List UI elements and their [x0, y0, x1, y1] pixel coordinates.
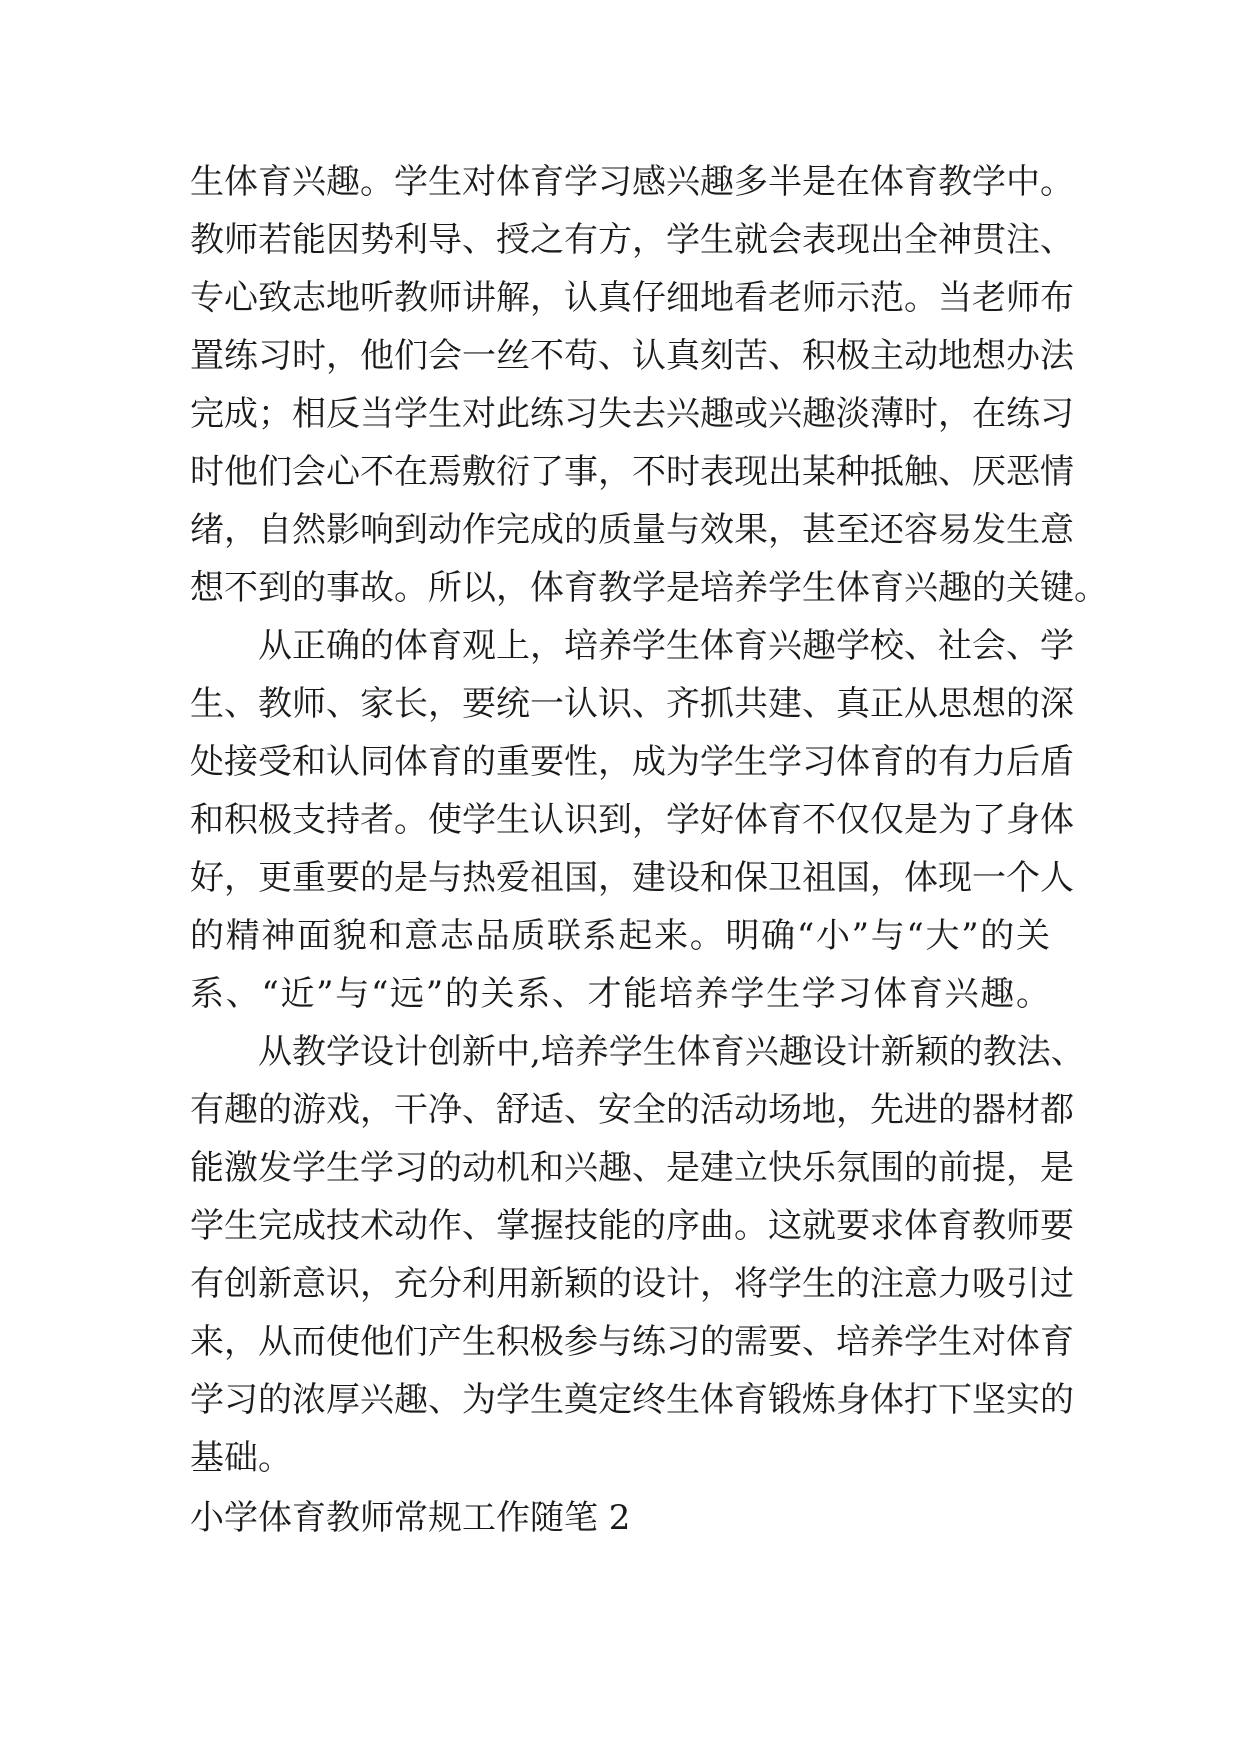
text-line: 学习的浓厚兴趣、为学生奠定终生体育锻炼身体打下坚实的	[190, 1380, 1074, 1420]
text-line: 完成；相反当学生对此练习失去兴趣或兴趣淡薄时，在练习	[190, 394, 1074, 434]
text-line: 生体育兴趣。学生对体育学习感兴趣多半是在体育教学中。	[190, 162, 1074, 202]
text-line: 置练习时，他们会一丝不苟、认真刻苦、积极主动地想办法	[190, 336, 1074, 376]
text-line: 生、教师、家长，要统一认识、齐抓共建、真正从思想的深	[190, 684, 1074, 724]
text-line: 好，更重要的是与热爱祖国，建设和保卫祖国，体现一个人	[190, 858, 1074, 898]
text-line: 处接受和认同体育的重要性，成为学生学习体育的有力后盾	[190, 742, 1074, 782]
text-line: 从正确的体育观上，培养学生体育兴趣学校、社会、学	[258, 626, 1074, 666]
text-line: 绪，自然影响到动作完成的质量与效果，甚至还容易发生意	[190, 510, 1074, 550]
text-line: 想不到的事故。所以，体育教学是培养学生体育兴趣的关键。	[190, 568, 1108, 608]
text-line: 时他们会心不在焉敷衍了事，不时表现出某种抵触、厌恶情	[190, 452, 1074, 492]
text-line: 基础。	[190, 1438, 292, 1478]
text-line: 有趣的游戏，干净、舒适、安全的活动场地，先进的器材都	[190, 1090, 1074, 1130]
text-line: 系、“近”与“远”的关系、才能培养学生学习体育兴趣。	[190, 974, 1050, 1014]
text-line: 从教学设计创新中,培养学生体育兴趣设计新颖的教法、	[258, 1032, 1085, 1072]
text-line: 和积极支持者。使学生认识到，学好体育不仅仅是为了身体	[190, 800, 1074, 840]
text-line: 来，从而使他们产生积极参与练习的需要、培养学生对体育	[190, 1322, 1074, 1362]
text-line: 专心致志地听教师讲解，认真仔细地看老师示范。当老师布	[190, 278, 1074, 318]
text-line: 能激发学生学习的动机和兴趣、是建立快乐氛围的前提，是	[190, 1148, 1074, 1188]
section-heading: 小学体育教师常规工作随笔 2	[190, 1498, 631, 1538]
text-line: 的精神面貌和意志品质联系起来。明确“小”与“大”的关	[190, 916, 1050, 956]
text-line: 有创新意识，充分利用新颖的设计，将学生的注意力吸引过	[190, 1264, 1074, 1304]
text-line: 学生完成技术动作、掌握技能的序曲。这就要求体育教师要	[190, 1206, 1074, 1246]
text-line: 教师若能因势利导、授之有方，学生就会表现出全神贯注、	[190, 220, 1074, 260]
